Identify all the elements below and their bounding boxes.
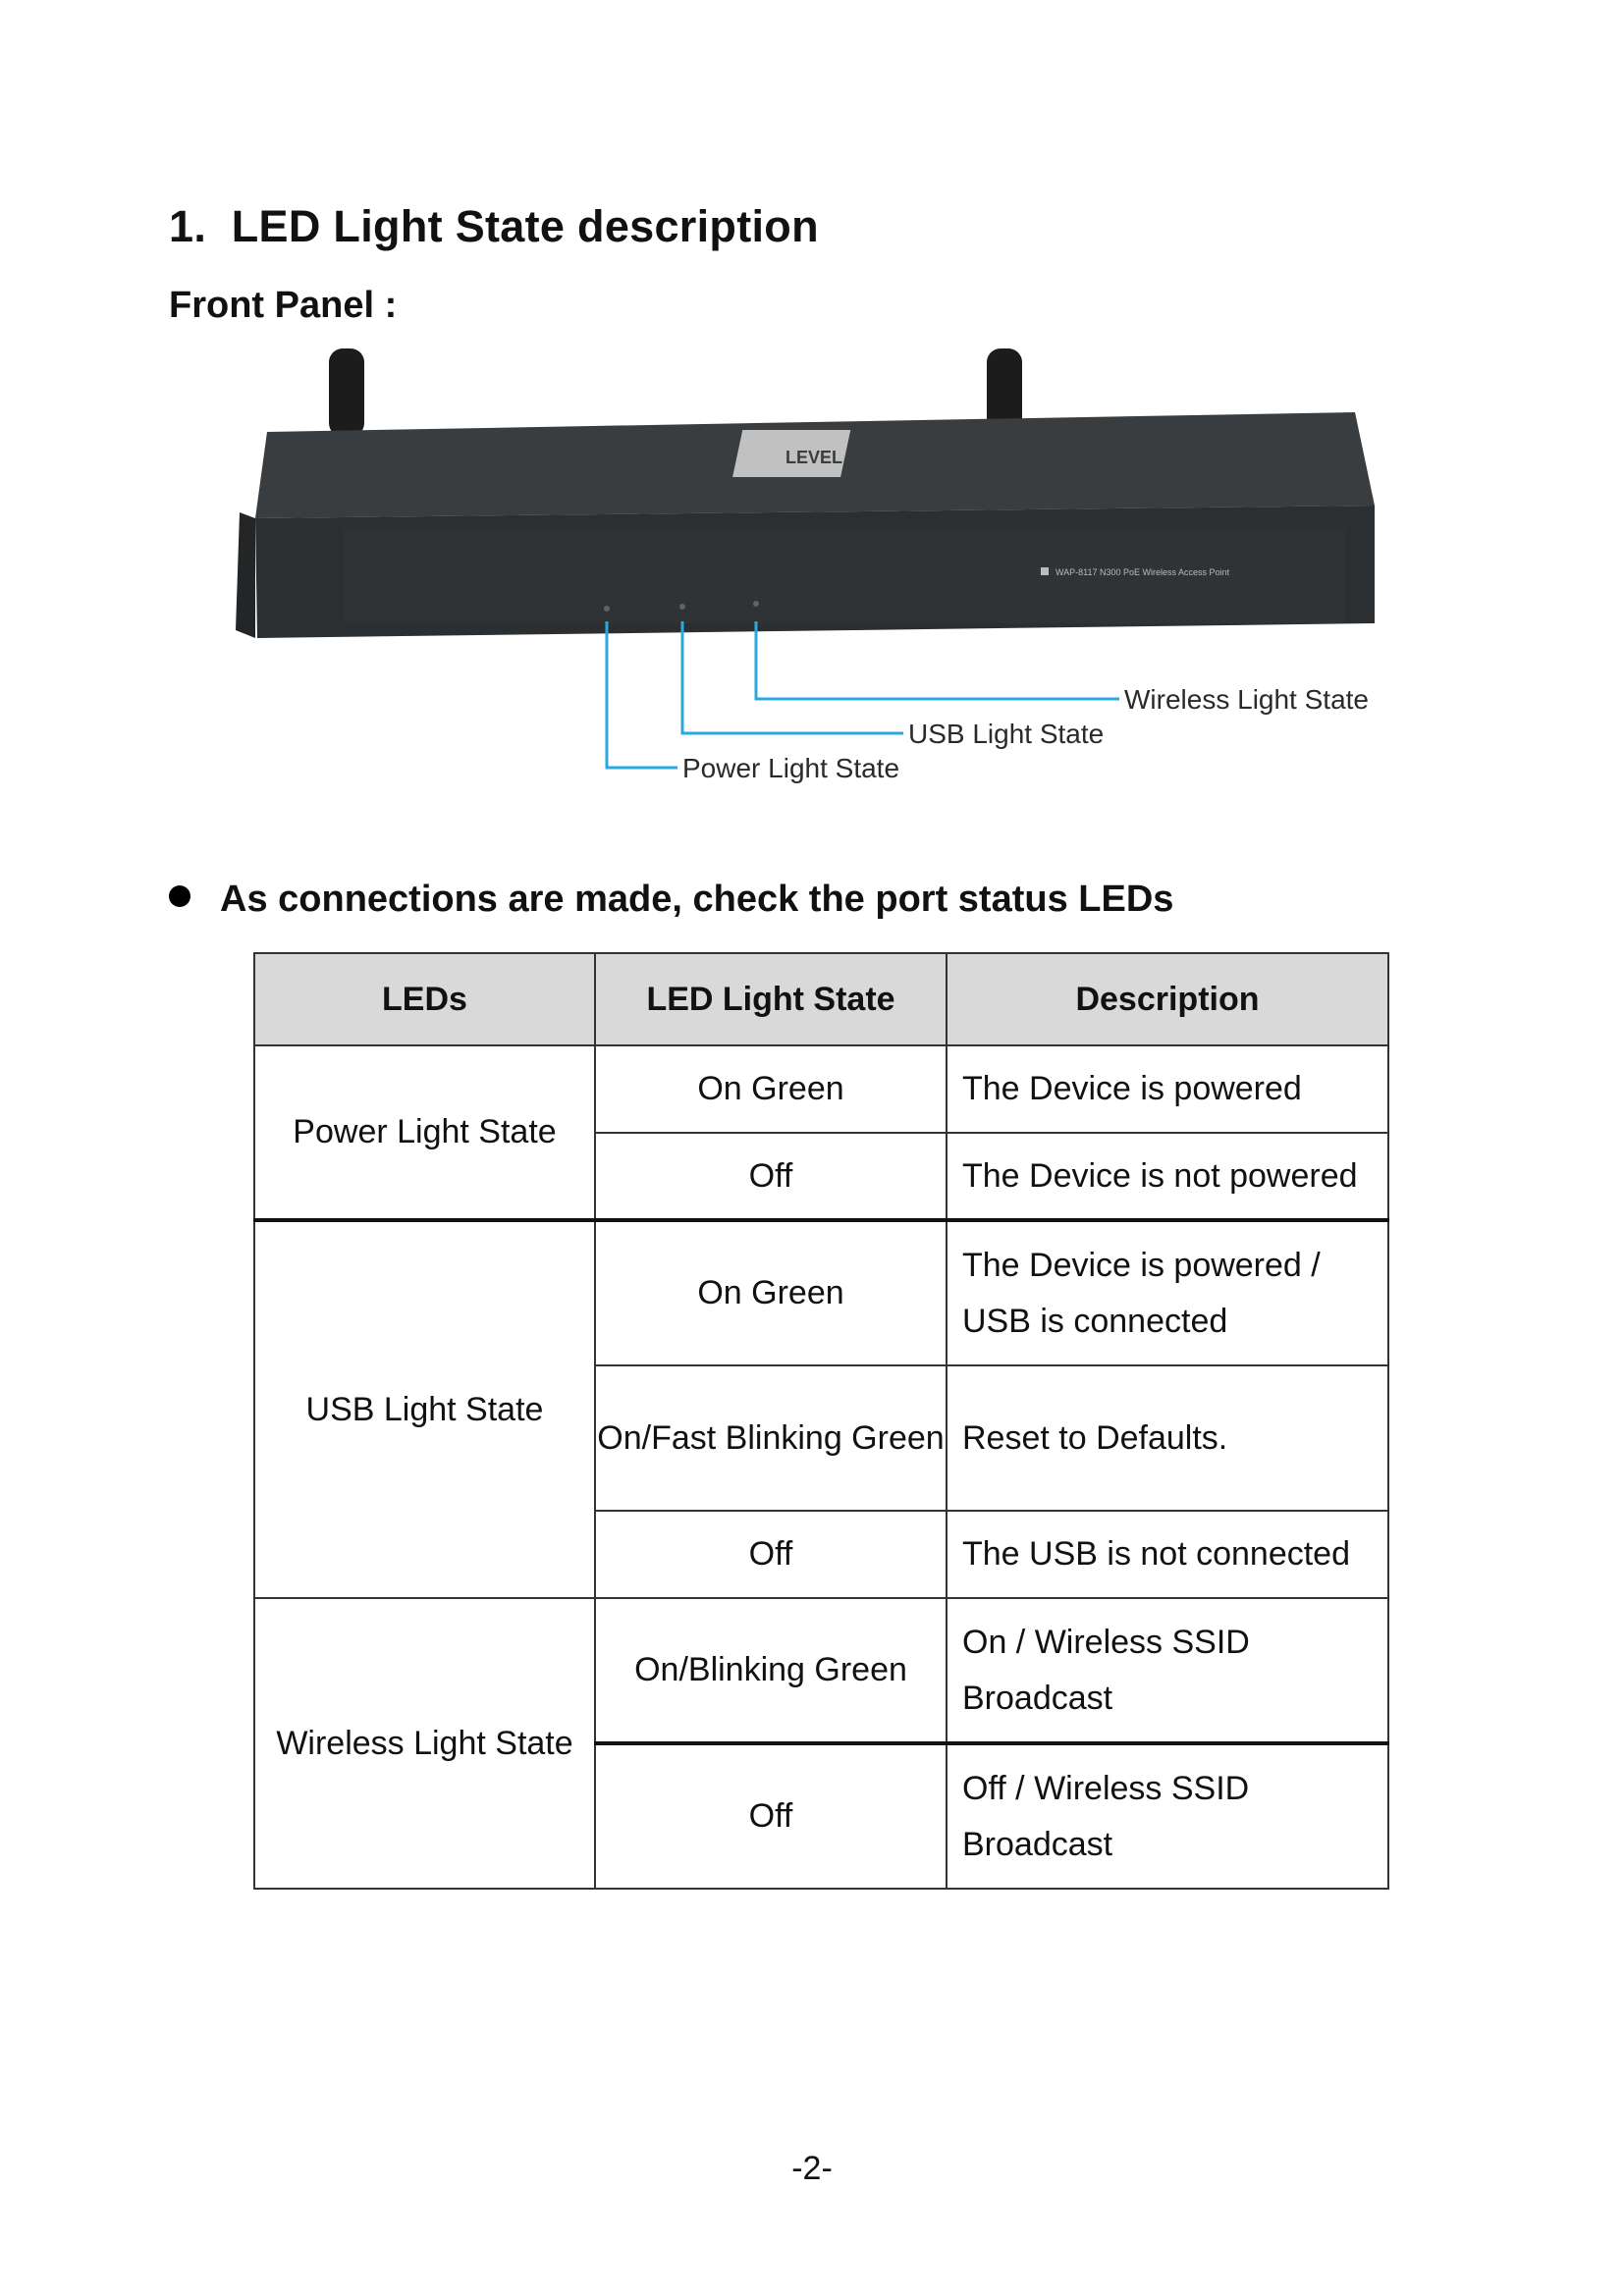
svg-text:LEVEL ONE: LEVEL ONE <box>785 448 886 467</box>
device-front-panel-figure <box>236 344 1414 795</box>
description-cell: The Device is not powered <box>947 1133 1388 1220</box>
power-callout-line <box>607 621 677 768</box>
usb-led <box>679 604 685 610</box>
led-name-cell: USB Light State <box>254 1220 595 1598</box>
state-cell: On Green <box>595 1220 947 1365</box>
bullet-dot-icon <box>169 885 190 907</box>
description-cell: Reset to Defaults. <box>947 1365 1388 1511</box>
description-cell: Off / Wireless SSID Broadcast <box>947 1743 1388 1889</box>
table-header-row <box>254 953 1388 1045</box>
front-panel-subtitle: Front Panel : <box>169 285 398 326</box>
section-title: 1. LED Light State description <box>169 201 819 251</box>
description-cell: The Device is powered <box>947 1045 1388 1133</box>
description-cell: The Device is powered / USB is connected <box>947 1220 1388 1365</box>
led-name-cell: Power Light State <box>254 1045 595 1220</box>
header-leds: LEDs <box>254 953 595 1045</box>
wireless-led <box>753 601 759 607</box>
led-status-table <box>253 952 1389 1890</box>
model-label: WAP-8117 N300 PoE Wireless Access Point <box>1056 567 1230 577</box>
power-callout-label: Power Light State <box>682 753 900 783</box>
bullet-item <box>169 879 1173 921</box>
state-cell: On/Fast Blinking Green <box>595 1365 947 1511</box>
state-cell: Off <box>595 1133 947 1220</box>
wireless-callout-label: Wireless Light State <box>1124 684 1369 715</box>
power-led <box>604 606 610 612</box>
page-number: -2- <box>791 2150 833 2187</box>
usb-callout-line <box>682 621 903 733</box>
device-side-vent <box>236 512 255 638</box>
usb-callout-label: USB Light State <box>908 719 1105 749</box>
table-row <box>254 1045 1388 1133</box>
state-cell: On/Blinking Green <box>595 1598 947 1743</box>
left-antenna <box>329 348 364 437</box>
description-cell: On / Wireless SSID Broadcast <box>947 1598 1388 1743</box>
header-description: Description <box>947 953 1388 1045</box>
led-name-cell: Wireless Light State <box>254 1598 595 1889</box>
table-row <box>254 1220 1388 1365</box>
wireless-callout-line <box>756 621 1119 699</box>
description-cell: The USB is not connected <box>947 1511 1388 1598</box>
bullet-text: As connections are made, check the port status LEDs <box>220 879 1174 920</box>
state-cell: Off <box>595 1743 947 1889</box>
state-cell: Off <box>595 1511 947 1598</box>
header-led-light-state: LED Light State <box>595 953 947 1045</box>
state-cell: On Green <box>595 1045 947 1133</box>
table-row <box>254 1598 1388 1743</box>
